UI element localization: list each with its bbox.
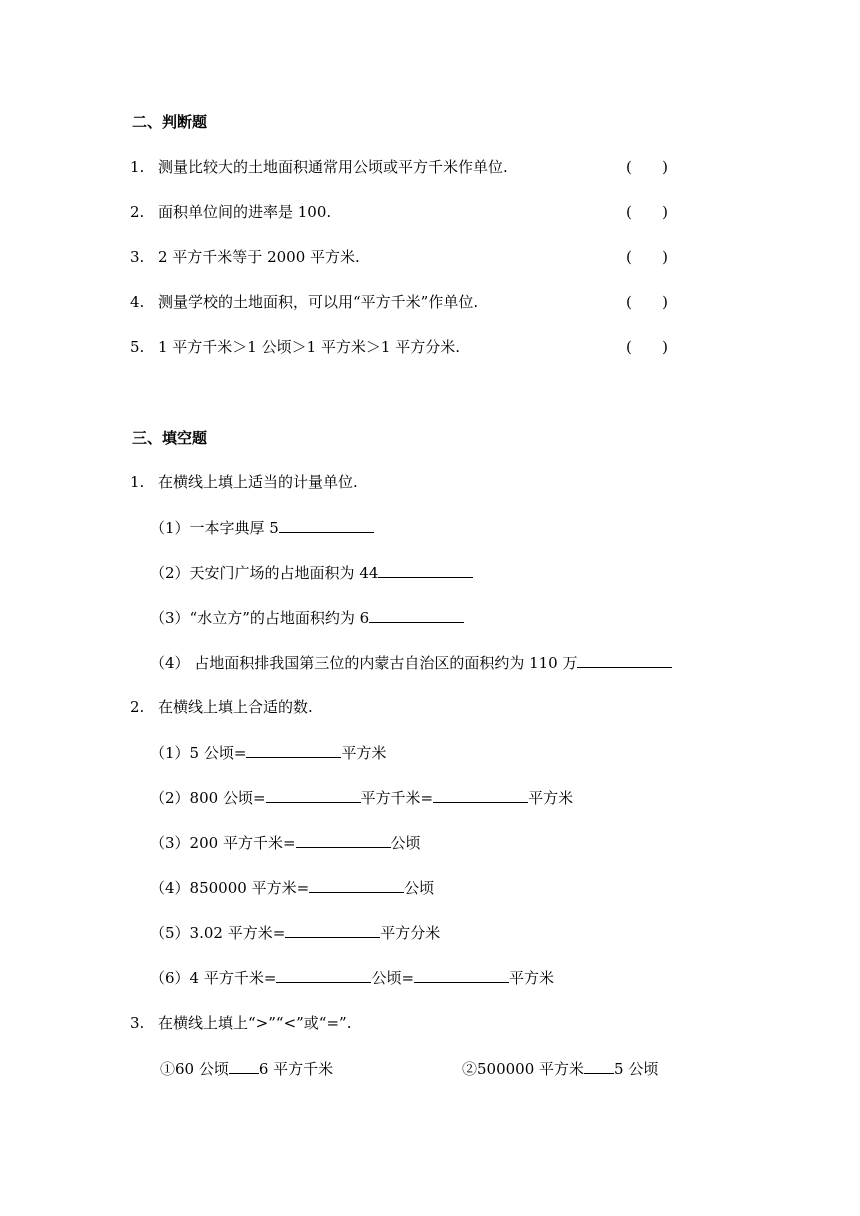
fill-item: （3）“水立方”的占地面积约为 6 [150, 607, 464, 628]
fill-item: （4） 占地面积排我国第三位的内蒙古自治区的面积约为 110 万 [150, 652, 672, 673]
answer-blank[interactable] [378, 562, 473, 578]
question-text: 在横线上填上合适的数. [158, 698, 313, 716]
item-number: 4. [130, 293, 145, 311]
item-text: 测量比较大的土地面积通常用公顷或平方千米作单位. [158, 158, 508, 176]
compare-item: ①60 公顷 6 平方千米 [160, 1060, 334, 1078]
answer-blank[interactable] [246, 742, 341, 758]
fill-item: （6）4 平方千米= 公顷= 平方米 [150, 969, 555, 987]
fill-item: （1）5 公顷= 平方米 [150, 744, 387, 762]
answer-parentheses[interactable]: ( ) [626, 248, 668, 266]
answer-parentheses[interactable]: ( ) [626, 338, 668, 356]
section-heading-judge: 二、判断题 [132, 113, 208, 131]
item-text: 测量学校的土地面积，可以用“平方千米”作单位. [158, 293, 479, 311]
item-number: 3. [130, 248, 145, 266]
answer-parentheses[interactable]: ( ) [626, 203, 668, 221]
answer-blank[interactable] [266, 787, 361, 803]
answer-blank[interactable] [285, 922, 380, 938]
item-text: 面积单位间的进率是 100. [158, 203, 332, 221]
fill-item: （1）一本字典厚 5 [150, 517, 374, 538]
answer-parentheses[interactable]: ( ) [626, 158, 668, 176]
answer-blank[interactable] [296, 832, 391, 848]
question-text: 在横线上填上适当的计量单位. [158, 473, 358, 491]
item-text: 2 平方千米等于 2000 平方米. [158, 248, 360, 266]
item-number: 5. [130, 338, 145, 356]
item-text: 1 平方千米＞1 公顷＞1 平方米＞1 平方分米. [158, 338, 461, 356]
fill-item: （4）850000 平方米= 公顷 [150, 879, 435, 897]
fill-item: （2）天安门广场的占地面积为 44 [150, 562, 473, 583]
answer-blank[interactable] [577, 652, 672, 668]
answer-blank[interactable] [433, 787, 528, 803]
answer-blank[interactable] [279, 517, 374, 533]
answer-blank[interactable] [229, 1058, 259, 1074]
answer-blank[interactable] [414, 967, 509, 983]
question-number: 1. [130, 473, 145, 491]
item-number: 1. [130, 158, 145, 176]
answer-parentheses[interactable]: ( ) [626, 293, 668, 311]
answer-blank[interactable] [276, 967, 371, 983]
question-number: 2. [130, 698, 145, 716]
answer-blank[interactable] [369, 607, 464, 623]
item-number: 2. [130, 203, 145, 221]
section-heading-fill: 三、填空题 [132, 429, 208, 447]
answer-blank[interactable] [584, 1058, 614, 1074]
question-text: 在横线上填上“>”“<”或“=”. [158, 1014, 352, 1032]
fill-item: （3）200 平方千米= 公顷 [150, 834, 421, 852]
fill-item: （2）800 公顷= 平方千米= 平方米 [150, 789, 574, 807]
compare-item: ②500000 平方米 5 公顷 [462, 1060, 659, 1078]
answer-blank[interactable] [309, 877, 404, 893]
question-number: 3. [130, 1014, 145, 1032]
fill-item: （5）3.02 平方米= 平方分米 [150, 924, 441, 942]
